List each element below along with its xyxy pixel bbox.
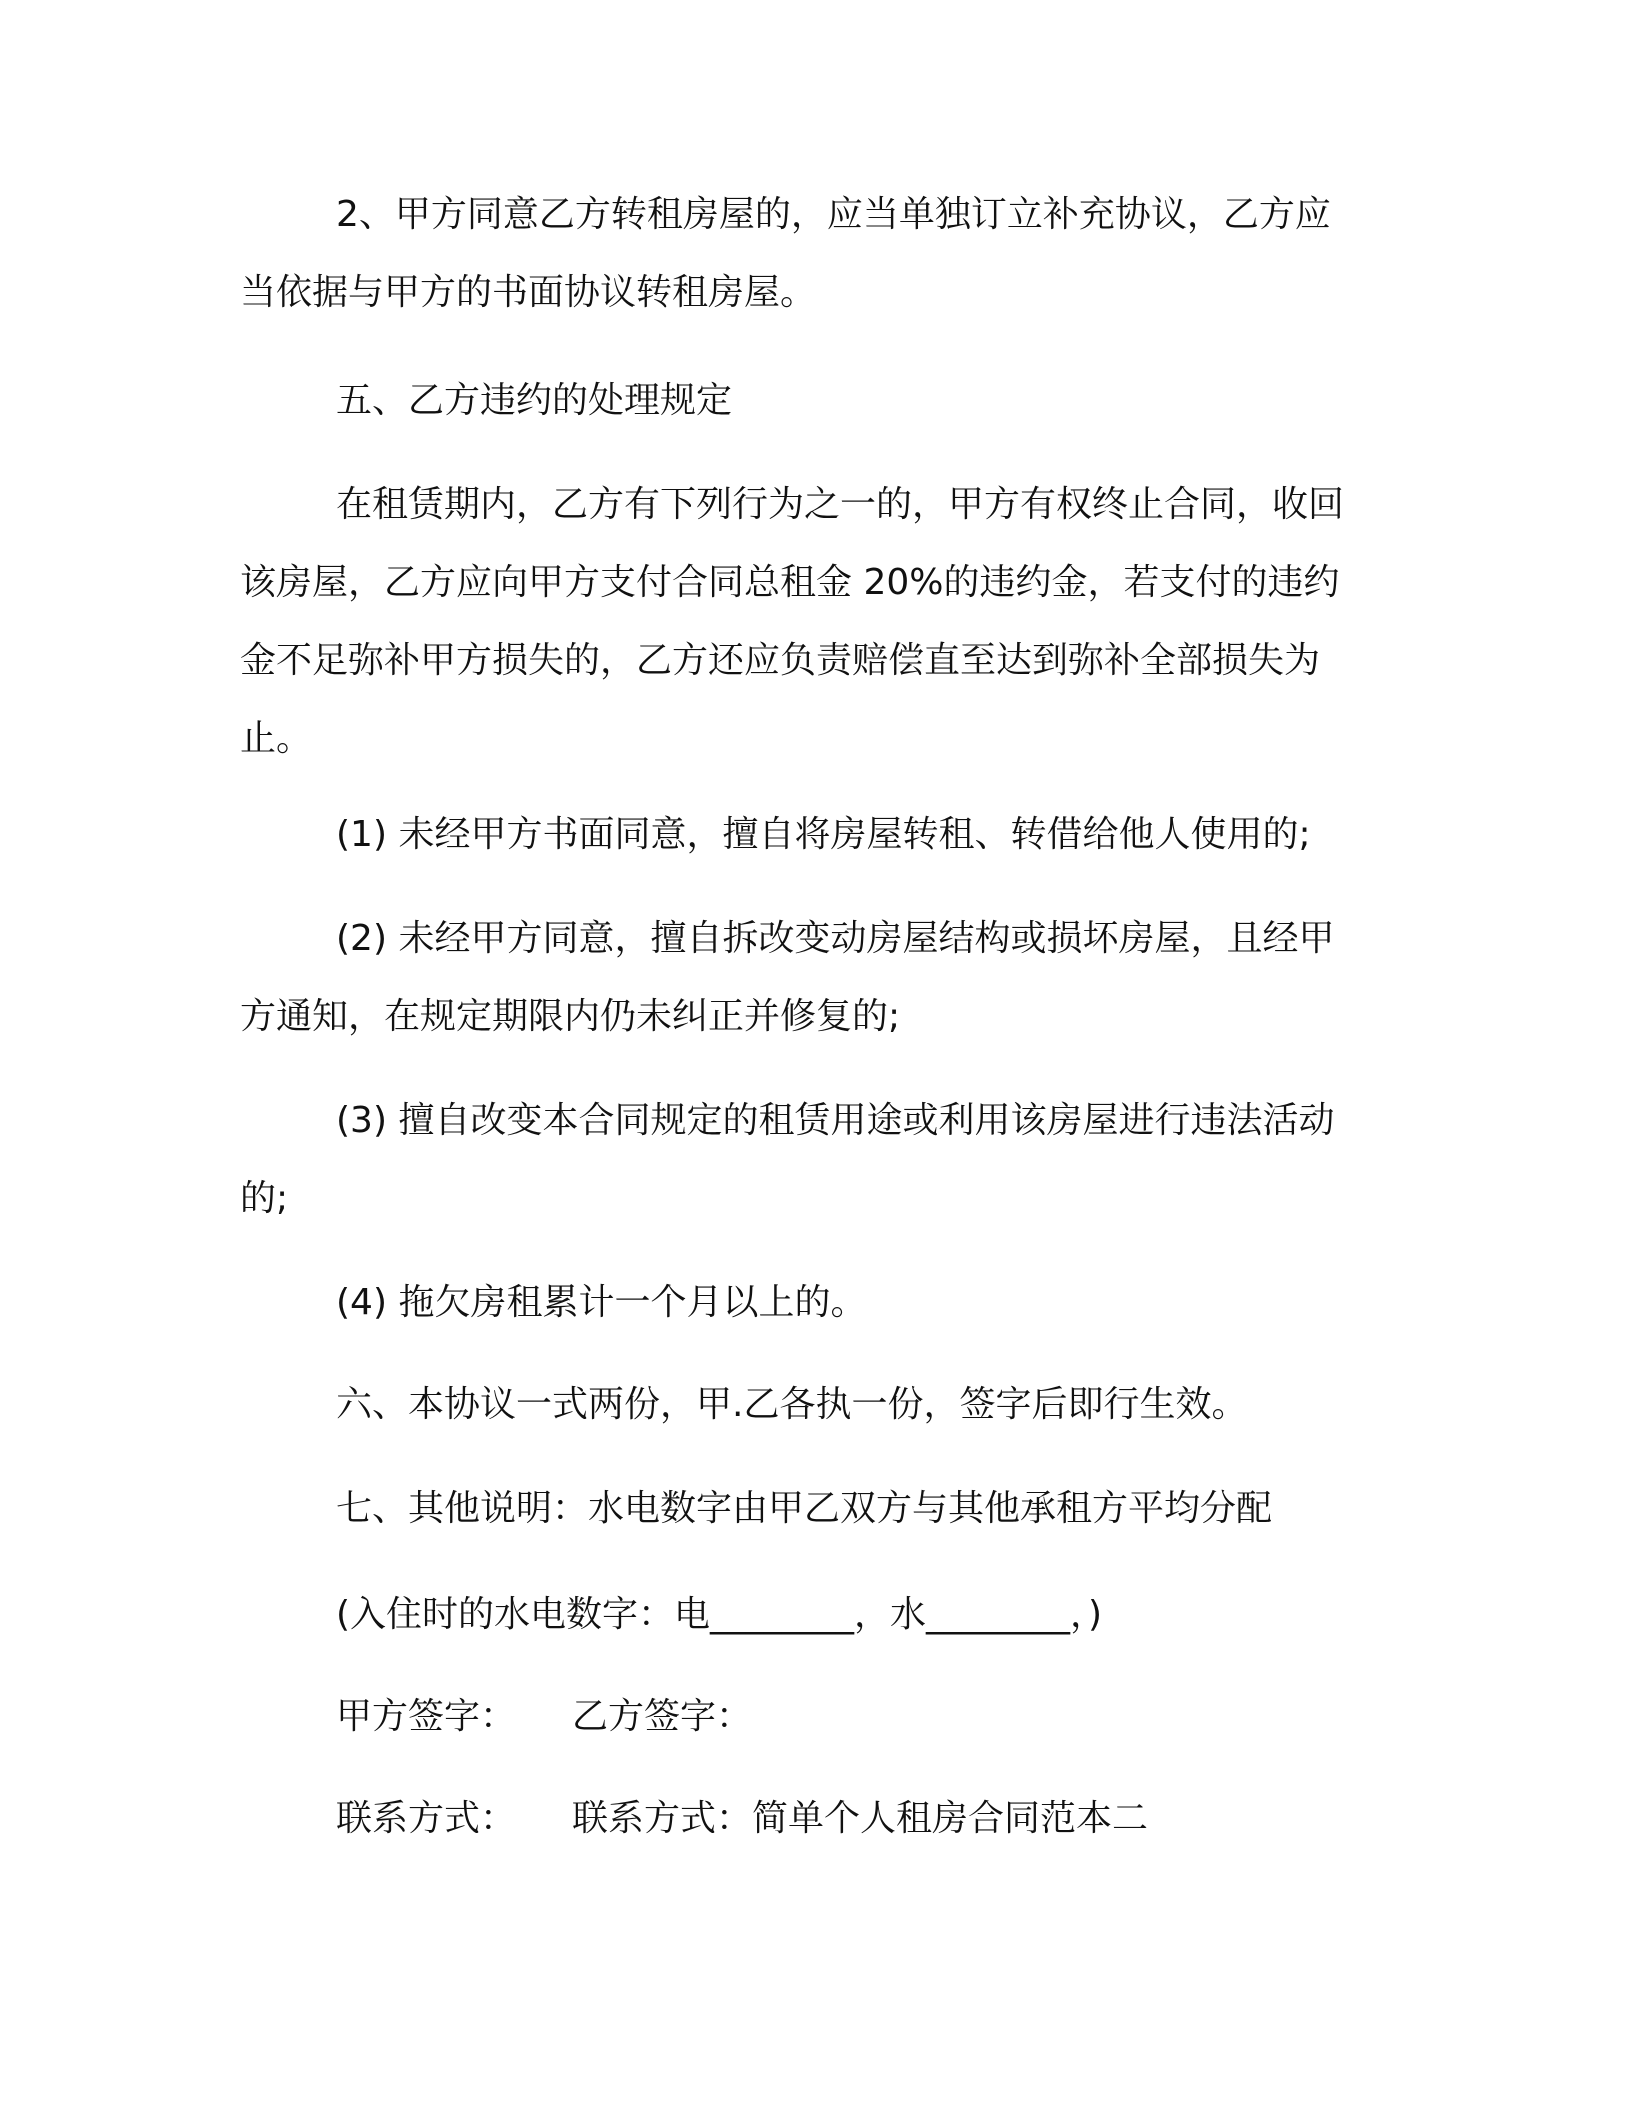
clause-4-2-line-1: 2、甲方同意乙方转租房屋的，应当单独订立补充协议，乙方应 (336, 194, 1331, 235)
violation-item-3-line-2: 的; (240, 1178, 289, 1219)
violation-item-1: (1) 未经甲方书面同意，擅自将房屋转租、转借给他人使用的; (336, 814, 1311, 855)
section-5-intro-line-2: 该房屋，乙方应向甲方支付合同总租金 20%的违约金，若支付的违约 (240, 562, 1340, 603)
violation-item-2 (240, 900, 1390, 1056)
section-6: 六、本协议一式两份，甲.乙各执一份，签字后即行生效。 (336, 1384, 1248, 1425)
signature-row (240, 1678, 1390, 1756)
party-a-signature-label: 甲方签字： (336, 1696, 517, 1737)
section-5-intro-line-4: 止。 (240, 718, 313, 759)
violation-item-3-line-1: (3) 擅自改变本合同规定的租赁用途或利用该房屋进行违法活动 (336, 1100, 1335, 1141)
clause-4-2-line-2: 当依据与甲方的书面协议转租房屋。 (240, 272, 817, 313)
clause-4-2 (240, 176, 1390, 332)
meter-note: (入住时的水电数字：电________，水________，) (336, 1594, 1103, 1635)
section-5-intro-line-3: 金不足弥补甲方损失的，乙方还应负责赔偿直至达到弥补全部损失为 (240, 640, 1321, 681)
violation-item-2-line-2: 方通知，在规定期限内仍未纠正并修复的; (240, 996, 901, 1037)
violation-item-2-line-1: (2) 未经甲方同意，擅自拆改变动房屋结构或损坏房屋，且经甲 (336, 918, 1335, 959)
party-a-contact-label: 联系方式： (336, 1798, 517, 1839)
violation-item-4: (4) 拖欠房租累计一个月以上的。 (336, 1282, 867, 1323)
violation-item-3 (240, 1082, 1390, 1238)
section-7: 七、其他说明：水电数字由甲乙双方与其他承租方平均分配 (336, 1488, 1273, 1529)
section-5-intro-line-1: 在租赁期内，乙方有下列行为之一的，甲方有权终止合同，收回 (336, 484, 1345, 525)
section-5-heading: 五、乙方违约的处理规定 (336, 380, 733, 421)
party-b-signature-label: 乙方签字： (572, 1696, 753, 1737)
contact-row (240, 1780, 1390, 1858)
party-b-contact-label: 联系方式：简单个人租房合同范本二 (572, 1798, 1149, 1839)
section-5-intro (240, 466, 1390, 778)
